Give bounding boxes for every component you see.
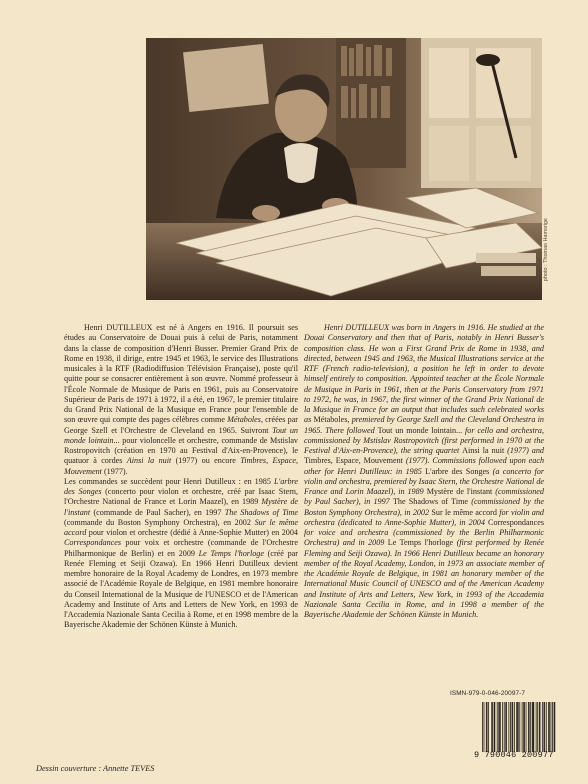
english-paragraph-1: Henri DUTILLEUX was born in Angers in 1916. He studied at the Douai Conservatory and then that of Paris, notably in Henri Busser's composition class. He won a First Grand Prix de Rome in 1938, and directed, between 1945 and 1963, the Musical Illustrations service at the RTF (French radio-television), a position he left in order to devote himself entirely to composition. Appointed teacher at the École Normale de Musique in Paris in 1961, then at the Paris Conservatory from 1971 to 1972, he was, in 1967, the first winner of the Grand Prix National de la Musique in France for an output that includes such celebrated works as Métaboles, premiered by George Szell and the Cleveland Orchestra in 1965. There followed Tout un monde lointain... for cello and orchestra, commissioned by Mstislav Rostropovitch (first performed in 1970 at the Festival d'Aix-en-Provence), the string quartet Ainsi la nuit (1977) and Timbres, Espace, Mouvement (1977). Commissions followed upon each other for Henri Dutilleux: in 1985 L'arbre des Songes (a concerto for violin and orchestra, premiered by Isaac Stern, the Orchestre National de France and Lorin Maazel), in 1989 Mystère de l'instant (commissioned by Paul Sacher), in 1997 The Shadows of Time (commissioned by the Boston Symphony Orchestra), in 2002 Sur le même accord for violin and orchestra (dedicated to Anne-Sophie Mutter), in 2004 Correspondances for voice and orchestra (commissioned by the Berlin Philharmonic Orchestra) and in 2009 Le Temps l'horloge (first performed by Renée Fleming and Seiji Ozawa). In 1966 Henri Dutilleux became an honorary member of the Royal Academy, London, in 1973 an associate member of the Académie Royale de Belgique, in 1981 an honorary member of the International Music Council of UNESCO and of the American Academy and Institute of Arts and Letters, New York, in 1993 of the Accademia Nazionale Santa Cecilia in Rome, and in 1998 a member of the Bayerische Akademie der Schönen Künste in Munich. [304,323,545,619]
english-biography [304,323,544,620]
barcode-digits: 9 790046 200977 [474,750,554,760]
photo-illustration [146,38,542,300]
isbn-label: ISMN-979-0-046-20097-7 [450,690,526,697]
barcode [474,702,560,764]
composer-photo [146,38,542,300]
cover-credit: Dessin couverture : Annette TEVES [36,764,155,773]
french-biography [64,323,298,631]
french-paragraph-2: Les commandes se succèdent pour Henri Dutilleux : en 1985 L'arbre des Songes (concerto pour violon et orchestre, créé par Isaac Stern, l'Orchestre National de France et Lorin Maazel), en 1989 Mystère de l'instant (commande de Paul Sacher), en 1997 The Shadows of Time (commande du Boston Symphony Orchestra), en 2002 Sur le même accord pour violon et orchestre (dédié à Anne-Sophie Mutter) en 2004 Correspondances pour voix et orchestre (commande de l'Orchestre Philharmonique de Berlin) et en 2009 Le Temps l'horloge (créé par Renée Fleming et Seiji Ozawa). En 1966 Henri Dutilleux devient membre honoraire de la Royal Academy de Londres, en 1973 membre associé de l'Académie Royale de Belgique, en 1981 membre honoraire du Conseil International de la Musique de l'UNESCO et de l'American Academy and Institute of Arts and Letters de New York, en 1993 de l'Accademia Nazionale Santa Cecilia à Rome, et en 1998 membre de la Bayerische Akademie der Schönen Künste à Munich. [64,476,299,630]
barcode-bars [482,702,556,752]
photo-credit: photo : Thomas Hamsrige [543,218,549,282]
french-paragraph-1: Henri DUTILLEUX est né à Angers en 1916. Il poursuit ses études au Conservatoire de Douai puis à celui de Paris, notamment dans la classe de composition d'Henri Busser. Premier Grand Prix de Rome en 1938, il dirige, entre 1945 et 1963, le service des Illustrations musicales à la RTF (Radiodiffusion Télévision Française), poste qu'il quitte pour se consacrer entièrement à son œuvre. Nommé professeur à l'École Normale de Musique de Paris en 1961, puis au Conservatoire Supérieur de Paris de 1971 à 1972, il a été, en 1967, le premier titulaire du Grand Prix National de la Musique en France pour l'ensemble de son œuvre qui compte des pages célèbres comme Métaboles, créées par George Szell et l'Orchestre de Cleveland en 1965. Suivront Tout un monde lointain... pour violoncelle et orchestre, commande de Mstislav Rostropovitch (création en 1970 au Festival d'Aix-en-Provence), le quatuor à cordes Ainsi la nuit (1977) ou encore Timbres, Espace, Mouvement (1977). [64,323,299,476]
